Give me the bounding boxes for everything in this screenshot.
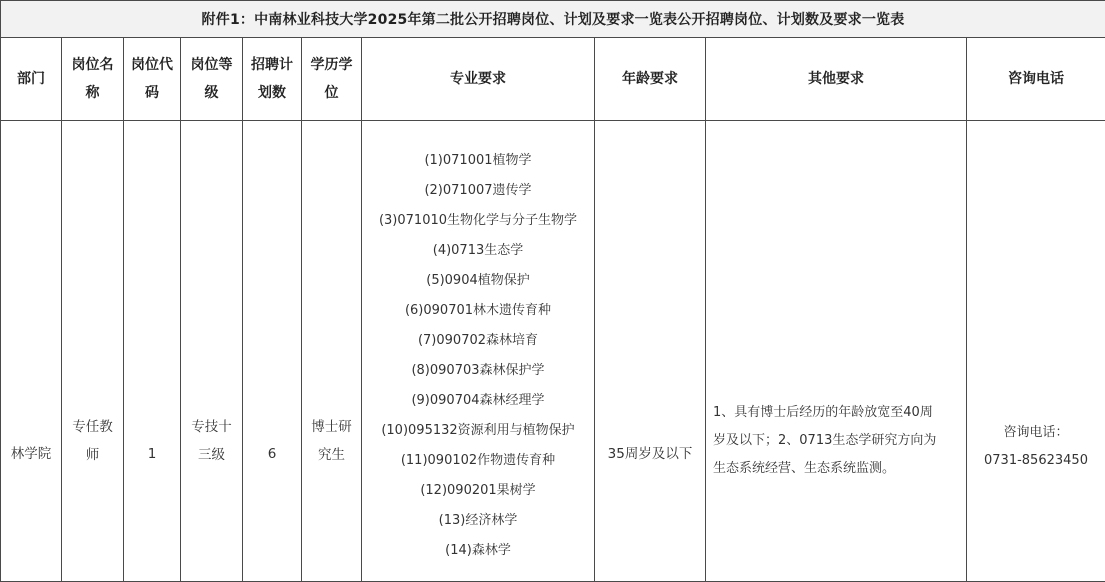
cell-phone-label: 咨询电话： <box>967 419 1105 447</box>
header-position-code-line1: 岗位代 <box>124 51 180 79</box>
header-major <box>362 38 595 121</box>
header-plan-count <box>243 38 302 121</box>
cell-dept <box>1 121 62 582</box>
table-title: 附件1：中南林业科技大学2025年第二批公开招聘岗位、计划及要求一览表公开招聘岗位、计划数及要求一览表 <box>1 1 1105 38</box>
header-position-name-line2: 称 <box>62 79 123 107</box>
cell-age <box>595 121 706 582</box>
header-phone-text: 咨询电话 <box>967 65 1105 93</box>
list-item: (6)090701林木遗传育种 <box>362 297 594 327</box>
cell-other <box>706 121 967 582</box>
cell-other-text <box>706 220 966 483</box>
cell-other-line2: 岁及以下；2、0713生态学研究方向为 <box>713 427 958 455</box>
header-other <box>706 38 967 121</box>
cell-position-level-line2: 三级 <box>181 441 242 469</box>
header-position-code <box>124 38 181 121</box>
list-item: (2)071007遗传学 <box>362 177 594 207</box>
list-item: (7)090702森林培育 <box>362 327 594 357</box>
cell-position-code <box>124 121 181 582</box>
header-row <box>1 38 1105 121</box>
cell-other-line3: 生态系统经营、生态系统监测。 <box>713 455 958 483</box>
cell-position-name <box>62 121 124 582</box>
cell-education-line1: 博士研 <box>302 233 361 441</box>
cell-dept-text: 林学院 <box>1 234 61 468</box>
cell-position-code-text: 1 <box>124 234 180 468</box>
list-item: (12)090201果树学 <box>362 477 594 507</box>
list-item: (9)090704森林经理学 <box>362 387 594 417</box>
cell-phone-block <box>967 227 1105 475</box>
cell-age-text: 35周岁及以下 <box>595 234 705 468</box>
header-dept <box>1 38 62 121</box>
header-phone <box>967 38 1105 121</box>
header-age-text: 年龄要求 <box>595 65 705 93</box>
table-row <box>1 121 1105 582</box>
cell-plan-count <box>243 121 302 582</box>
cell-phone-number: 0731-85623450 <box>967 447 1105 475</box>
header-position-code-line2: 码 <box>124 79 180 107</box>
list-item: (11)090102作物遗传育种 <box>362 447 594 477</box>
header-major-text: 专业要求 <box>362 65 594 93</box>
cell-plan-count-text: 6 <box>243 234 301 468</box>
header-education-line1: 学历学 <box>302 51 361 79</box>
header-position-name-line1: 岗位名 <box>62 51 123 79</box>
list-item: (13)经济林学 <box>362 507 594 537</box>
list-item: (14)森林学 <box>362 537 594 567</box>
major-list <box>362 135 594 567</box>
cell-position-level-line1: 专技十 <box>181 233 242 441</box>
cell-education <box>302 121 362 582</box>
header-education-line2: 位 <box>302 79 361 107</box>
list-item: (8)090703森林保护学 <box>362 357 594 387</box>
header-position-name <box>62 38 124 121</box>
header-education <box>302 38 362 121</box>
header-dept-text: 部门 <box>1 65 61 93</box>
cell-position-name-line1: 专任教 <box>62 233 123 441</box>
cell-major <box>362 121 595 582</box>
header-position-level-line1: 岗位等 <box>181 51 242 79</box>
cell-other-line1: 1、具有博士后经历的年龄放宽至40周 <box>713 399 958 427</box>
list-item: (4)0713生态学 <box>362 237 594 267</box>
cell-position-name-line2: 师 <box>62 441 123 469</box>
cell-position-level <box>181 121 243 582</box>
cell-phone <box>967 121 1105 582</box>
header-plan-count-line1: 招聘计 <box>243 51 301 79</box>
header-plan-count-line2: 划数 <box>243 79 301 107</box>
list-item: (3)071010生物化学与分子生物学 <box>362 207 594 237</box>
header-position-level-line2: 级 <box>181 79 242 107</box>
title-row <box>1 1 1105 38</box>
header-age <box>595 38 706 121</box>
list-item: (5)0904植物保护 <box>362 267 594 297</box>
cell-education-line2: 究生 <box>302 441 361 469</box>
list-item: (1)071001植物学 <box>362 147 594 177</box>
header-position-level <box>181 38 243 121</box>
header-other-text: 其他要求 <box>706 65 966 93</box>
list-item: (10)095132资源利用与植物保护 <box>362 417 594 447</box>
